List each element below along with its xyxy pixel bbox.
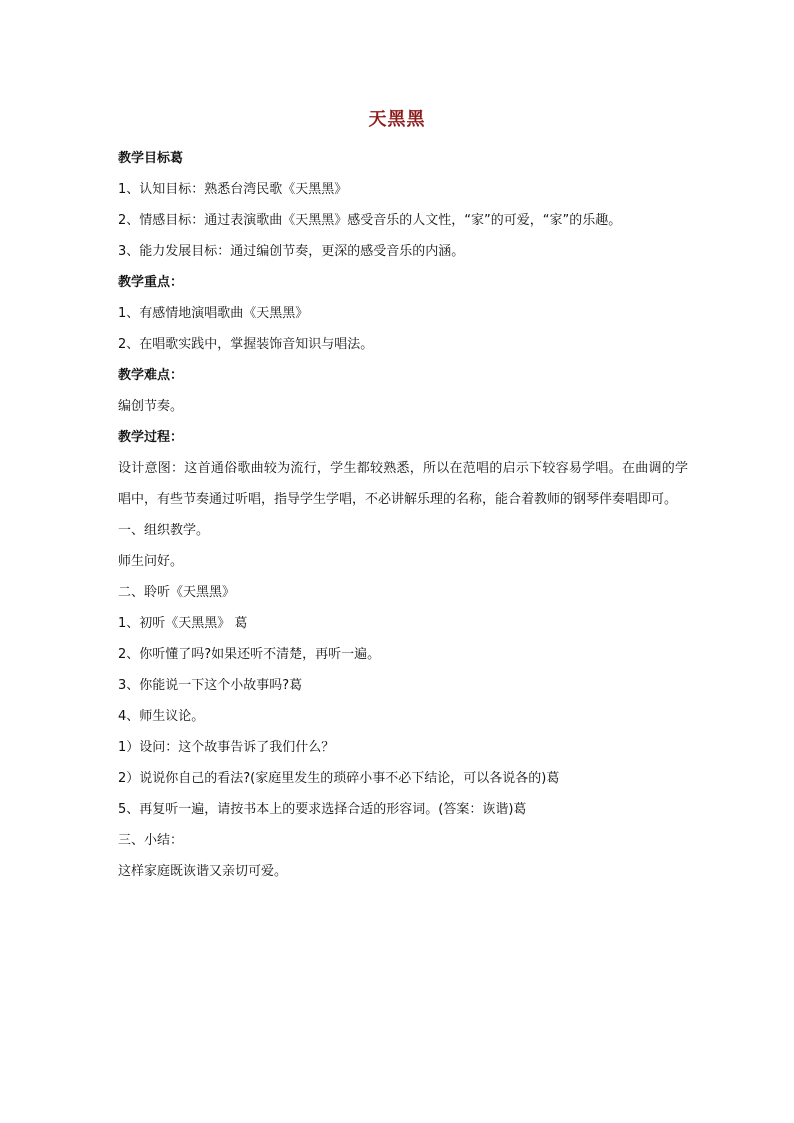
listen-item-5: 5、再复听一遍，请按书本上的要求选择合适的形容词。(答案：诙谐)葛 [118,802,527,817]
summary-text: 这样家庭既诙谐又亲切可爱。 [118,864,288,879]
discussion-sub-2: 2）说说你自己的看法?(家庭里发生的琐碎小事不必下结论，可以各说各的)葛 [118,771,560,786]
objective-ability: 3、能力发展目标：通过编创节奏，更深的感受音乐的内涵。 [118,244,465,259]
step-greeting: 师生问好。 [118,554,184,569]
step-organize: 一、组织教学。 [118,523,210,538]
document-title: 天黑黑 [368,109,426,130]
step-summary-heading: 三、小结： [118,833,184,848]
section-heading-objectives: 教学目标葛 [118,151,184,166]
listen-item-4: 4、师生议论。 [118,709,205,724]
document-body [118,143,688,887]
listen-item-2: 2、你听懂了吗?如果还听不清楚，再听一遍。 [118,647,381,662]
section-heading-difficulties: 教学难点： [118,368,184,383]
step-listen-heading: 二、聆听《天黑黑》 [118,585,236,600]
key-point-1: 1、有感情地演唱歌曲《天黑黑》 [118,306,309,321]
listen-item-3: 3、你能说一下这个小故事吗?葛 [118,678,303,693]
listen-item-1: 1、初听《天黑黑》 葛 [118,616,248,631]
key-point-2: 2、在唱歌实践中，掌握装饰音知识与唱法。 [118,337,374,352]
objective-cognitive: 1、认知目标：熟悉台湾民歌《天黑黑》 [118,182,348,197]
difficulty-text: 编创节奏。 [118,399,184,414]
section-heading-key-points: 教学重点： [118,275,184,290]
discussion-sub-1: 1）设问：这个故事告诉了我们什么？ [118,740,335,755]
objective-emotional: 2、情感目标：通过表演歌曲《天黑黑》感受音乐的人文性，“家”的可爱，“家”的乐趣。 [118,213,622,228]
design-intent-paragraph: 设计意图：这首通俗歌曲较为流行，学生都较熟悉，所以在范唱的启示下较容易学唱。在曲调的学唱中，有些节奏通过听唱，指导学生学唱，不必讲解乐理的名称，能合着教师的钢琴伴奏唱即可。 [118,461,688,507]
section-heading-process: 教学过程： [118,430,184,445]
